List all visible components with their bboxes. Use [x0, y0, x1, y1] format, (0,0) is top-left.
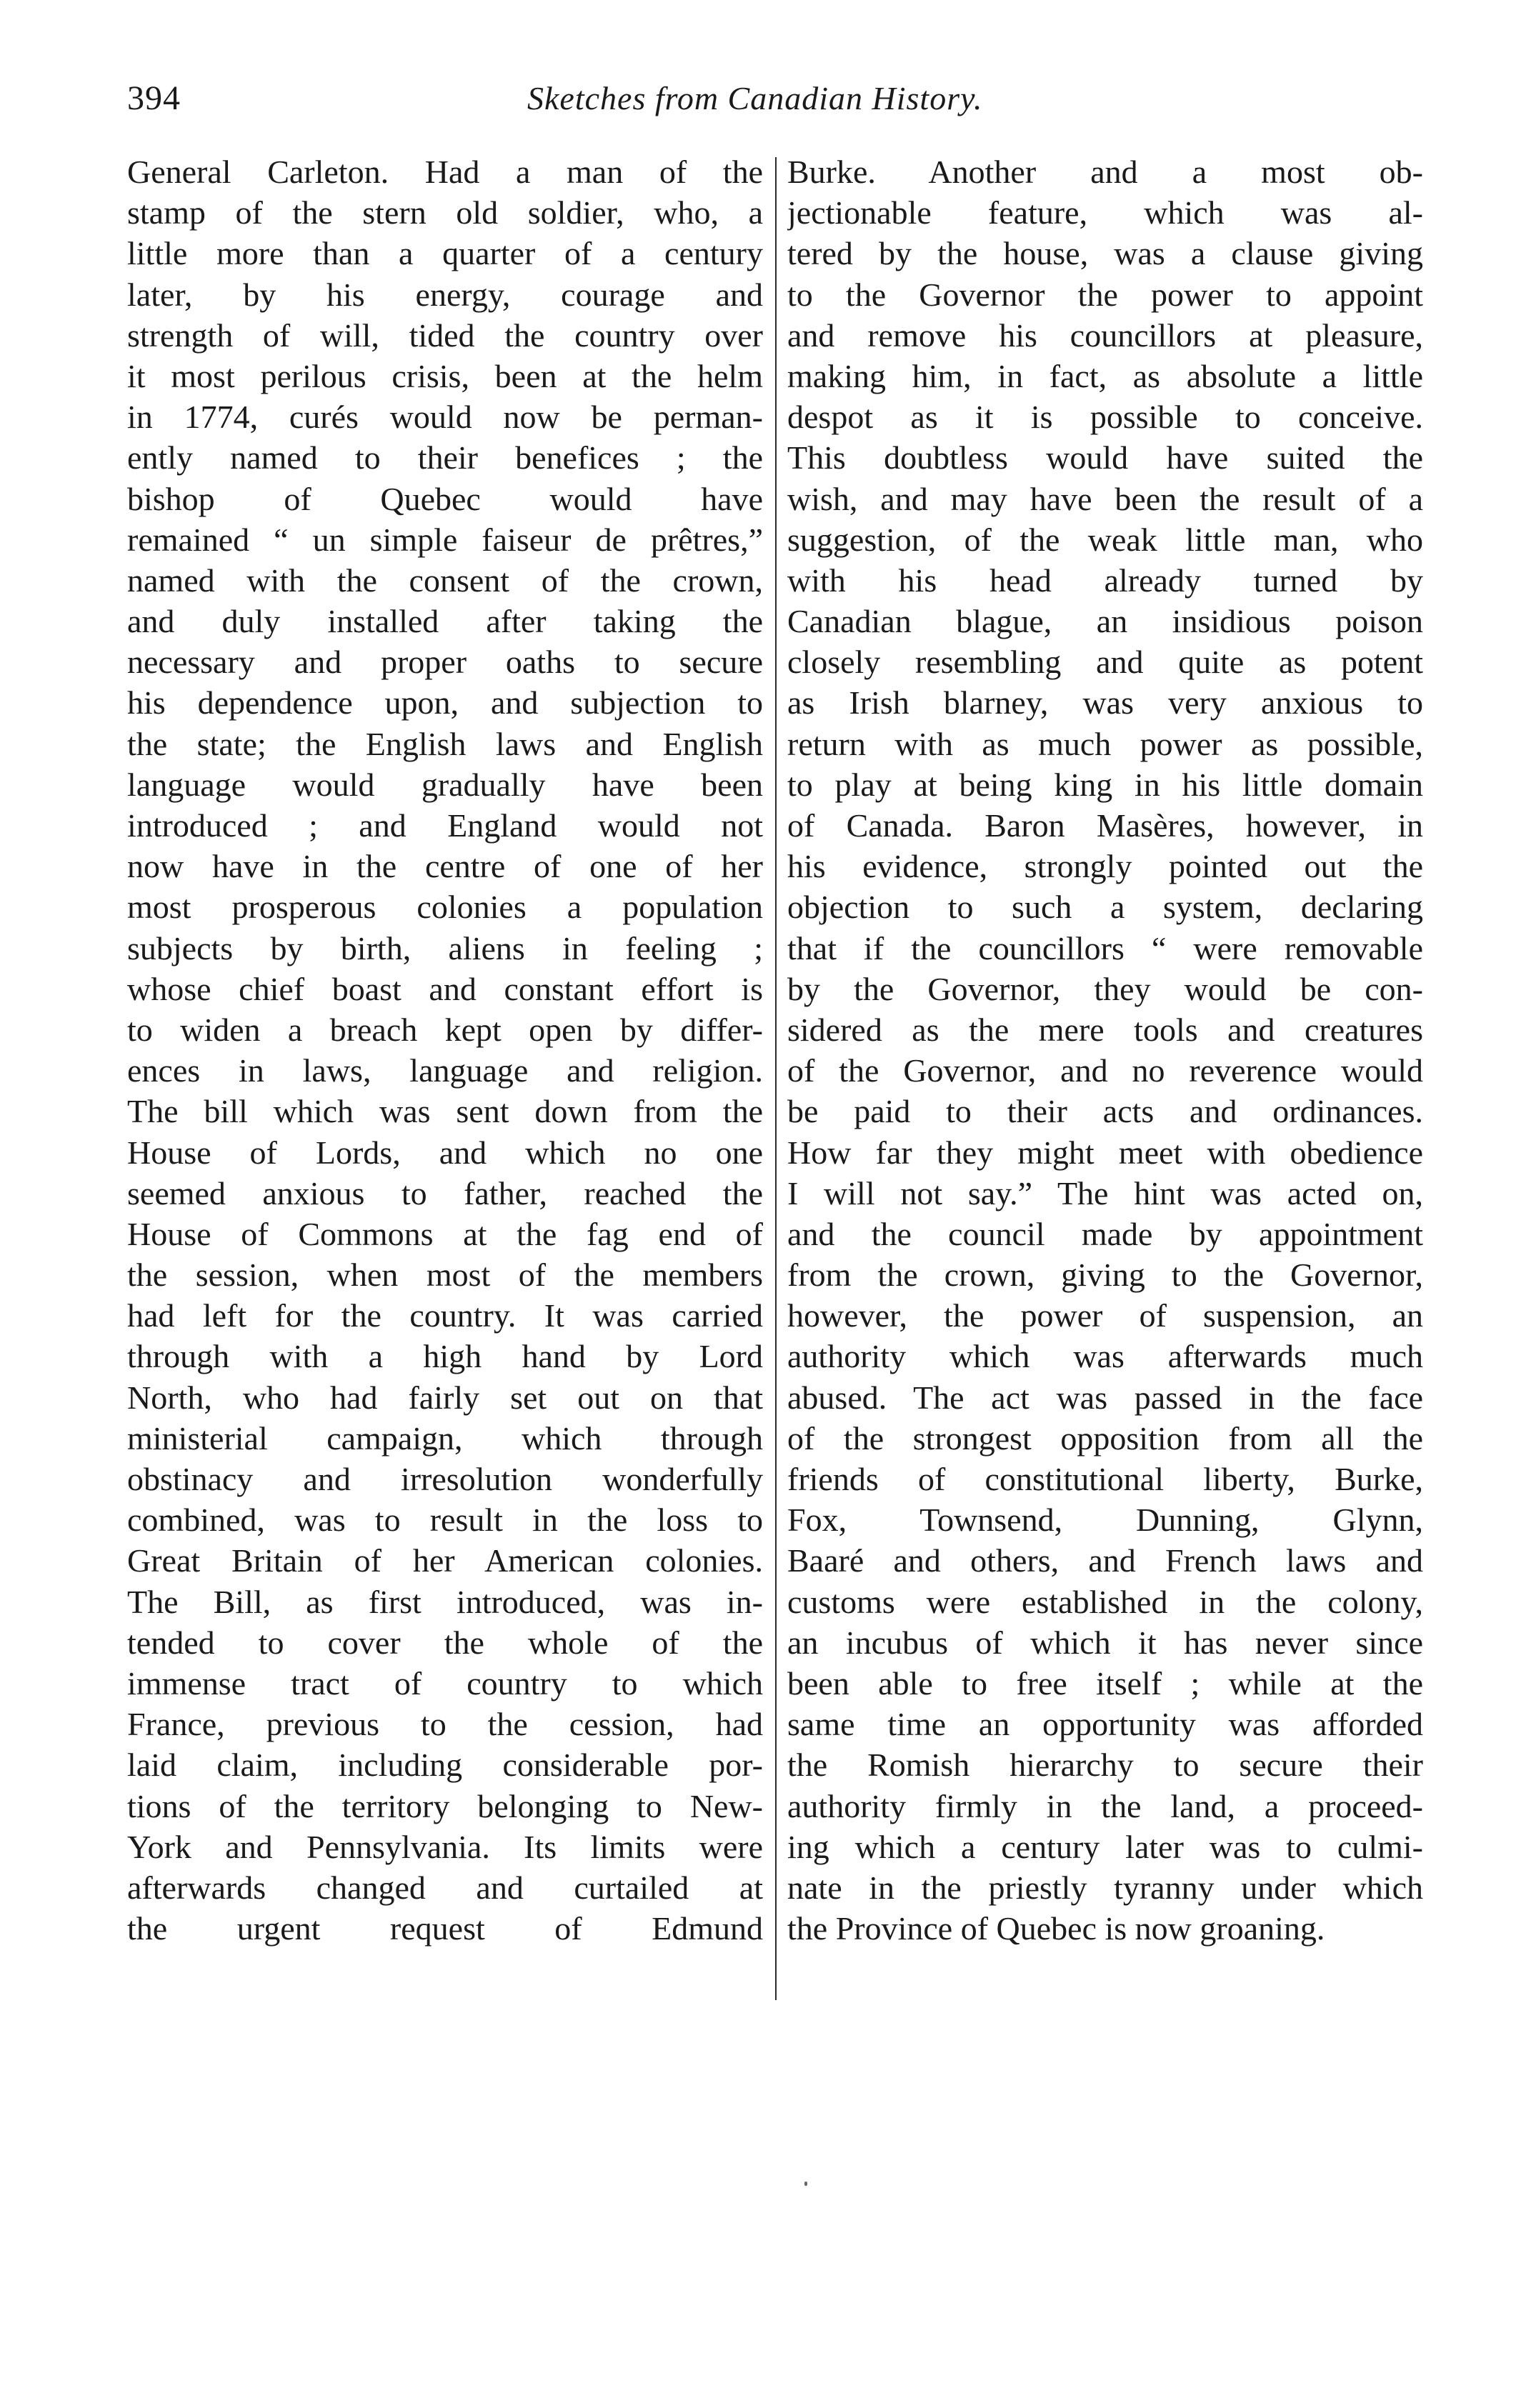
- text-line: through with a high hand by Lord: [127, 1338, 763, 1375]
- right-text-column: [787, 151, 1423, 1949]
- text-line: and duly installed after taking the: [127, 603, 763, 640]
- text-line: ently named to their benefices ; the: [127, 439, 763, 476]
- text-line: his dependence upon, and subjection to: [127, 684, 763, 721]
- text-line: Great Britain of her American colonies.: [127, 1542, 763, 1579]
- text-line: wish, and may have been the result of a: [787, 480, 1423, 517]
- text-line: immense tract of country to which: [127, 1664, 763, 1702]
- running-header: [127, 77, 1435, 127]
- column-divider: [775, 157, 777, 2000]
- text-line: stamp of the stern old soldier, who, a: [127, 194, 763, 231]
- text-line: making him, in fact, as absolute a little: [787, 357, 1423, 394]
- text-line: to the Governor the power to appoint: [787, 276, 1423, 313]
- text-line: bishop of Quebec would have: [127, 480, 763, 517]
- text-line: had left for the country. It was carried: [127, 1297, 763, 1334]
- text-line: North, who had fairly set out on that: [127, 1379, 763, 1416]
- text-line: York and Pennsylvania. Its limits were: [127, 1828, 763, 1865]
- paper-speck: [804, 2182, 807, 2186]
- text-line: named with the consent of the crown,: [127, 561, 763, 599]
- text-line: seemed anxious to father, reached the: [127, 1174, 763, 1212]
- left-text-column: [127, 151, 763, 1949]
- text-line: same time an opportunity was afforded: [787, 1706, 1423, 1743]
- text-line: Fox, Townsend, Dunning, Glynn,: [787, 1502, 1423, 1539]
- text-line: to widen a breach kept open by differ-: [127, 1011, 763, 1048]
- text-line: Baaré and others, and French laws and: [787, 1542, 1423, 1579]
- text-line: despot as it is possible to conceive.: [787, 399, 1423, 436]
- text-line: authority which was afterwards much: [787, 1338, 1423, 1375]
- text-line: the Province of Quebec is now groaning.: [787, 1910, 1325, 1947]
- text-line: necessary and proper oaths to secure: [127, 644, 763, 681]
- text-line: sidered as the mere tools and creatures: [787, 1011, 1423, 1048]
- text-line: The Bill, as first introduced, was in-: [127, 1583, 763, 1620]
- text-line: the state; the English laws and English: [127, 725, 763, 762]
- text-line: strength of will, tided the country over: [127, 316, 763, 354]
- text-line: in 1774, curés would now be perman-: [127, 399, 763, 436]
- text-line: friends of constitutional liberty, Burke,: [787, 1461, 1423, 1497]
- text-line: from the crown, giving to the Governor,: [787, 1257, 1423, 1294]
- text-line: House of Commons at the fag end of: [127, 1215, 763, 1252]
- text-line: General Carleton. Had a man of the: [127, 154, 763, 190]
- text-line: been able to free itself ; while at the: [787, 1664, 1423, 1702]
- text-line: of the Governor, and no reverence would: [787, 1052, 1423, 1089]
- text-line: the session, when most of the members: [127, 1257, 763, 1294]
- text-line: ministerial campaign, which through: [127, 1419, 763, 1457]
- text-line: laid claim, including considerable por-: [127, 1747, 763, 1784]
- text-line: with his head already turned by: [787, 561, 1423, 599]
- text-line: as Irish blarney, was very anxious to: [787, 684, 1423, 721]
- running-title: Sketches from Canadian History.: [527, 80, 983, 116]
- page-number: 394: [127, 79, 181, 117]
- text-line: an incubus of which it has never since: [787, 1624, 1423, 1661]
- text-line: most prosperous colonies a population: [127, 889, 763, 926]
- text-line: objection to such a system, declaring: [787, 889, 1423, 926]
- text-line: ing which a century later was to culmi-: [787, 1828, 1423, 1865]
- text-line: abused. The act was passed in the face: [787, 1379, 1423, 1416]
- text-line: tended to cover the whole of the: [127, 1624, 763, 1661]
- text-line: tered by the house, was a clause giving: [787, 235, 1423, 272]
- text-line: that if the councillors “ were removable: [787, 929, 1423, 966]
- text-line: now have in the centre of one of her: [127, 848, 763, 885]
- text-line: introduced ; and England would not: [127, 807, 763, 844]
- text-line: little more than a quarter of a century: [127, 235, 763, 272]
- text-line: The bill which was sent down from the: [127, 1093, 763, 1130]
- text-line: the urgent request of Edmund: [127, 1910, 763, 1947]
- text-line: to play at being king in his little domain: [787, 766, 1423, 803]
- text-line: his evidence, strongly pointed out the: [787, 848, 1423, 885]
- text-line: return with as much power as possible,: [787, 725, 1423, 762]
- text-line: and remove his councillors at pleasure,: [787, 316, 1423, 354]
- text-line: Burke. Another and a most ob-: [787, 154, 1423, 190]
- text-line: language would gradually have been: [127, 766, 763, 803]
- text-line: suggestion, of the weak little man, who: [787, 521, 1423, 558]
- text-line: remained “ un simple faiseur de prêtres,”: [127, 521, 763, 558]
- text-line: subjects by birth, aliens in feeling ;: [127, 929, 763, 966]
- text-line: nate in the priestly tyranny under which: [787, 1869, 1423, 1906]
- text-line: France, previous to the cession, had: [127, 1706, 763, 1743]
- text-line: How far they might meet with obedience: [787, 1134, 1423, 1171]
- text-line: tions of the territory belonging to New-: [127, 1787, 763, 1824]
- text-line: combined, was to result in the loss to: [127, 1502, 763, 1539]
- text-line: later, by his energy, courage and: [127, 276, 763, 313]
- text-line: whose chief boast and constant effort is: [127, 970, 763, 1007]
- text-line: of Canada. Baron Masères, however, in: [787, 807, 1423, 844]
- text-line: and the council made by appointment: [787, 1215, 1423, 1252]
- text-line: it most perilous crisis, been at the helm: [127, 357, 763, 394]
- text-line: House of Lords, and which no one: [127, 1134, 763, 1171]
- text-line: I will not say.” The hint was acted on,: [787, 1174, 1423, 1212]
- text-line: Canadian blague, an insidious poison: [787, 603, 1423, 640]
- text-line: customs were established in the colony,: [787, 1583, 1423, 1620]
- text-line: authority firmly in the land, a proceed-: [787, 1787, 1423, 1824]
- text-line: by the Governor, they would be con-: [787, 970, 1423, 1007]
- text-line: afterwards changed and curtailed at: [127, 1869, 763, 1906]
- text-line: however, the power of suspension, an: [787, 1297, 1423, 1334]
- text-line: be paid to their acts and ordinances.: [787, 1093, 1423, 1130]
- text-line: the Romish hierarchy to secure their: [787, 1747, 1423, 1784]
- text-line: ences in laws, language and religion.: [127, 1052, 763, 1089]
- text-line: This doubtless would have suited the: [787, 439, 1423, 476]
- text-line: of the strongest opposition from all the: [787, 1419, 1423, 1457]
- text-line: closely resembling and quite as potent: [787, 644, 1423, 681]
- text-line: obstinacy and irresolution wonderfully: [127, 1461, 763, 1497]
- text-line: jectionable feature, which was al-: [787, 194, 1423, 231]
